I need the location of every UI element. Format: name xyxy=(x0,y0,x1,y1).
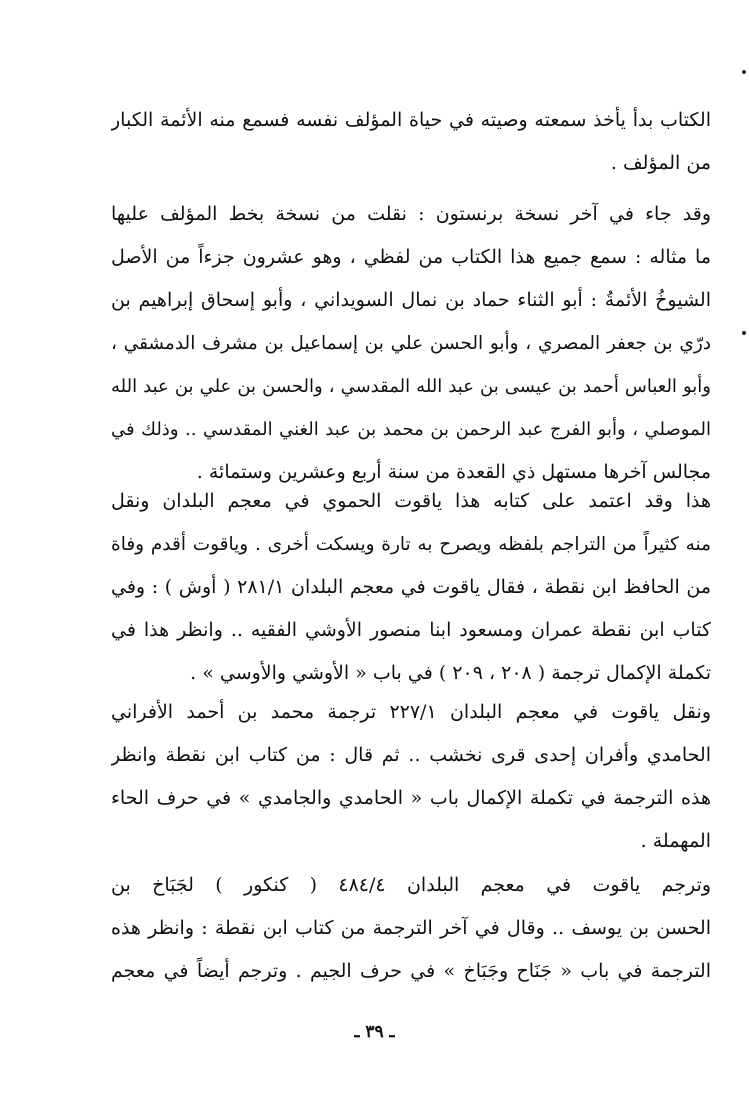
paragraph-3 xyxy=(111,480,711,695)
text-line: درّي بن جعفر المصري ، وأبو الحسن علي بن إسماعيل بن مشرف الدمشقي ، xyxy=(111,333,711,354)
text-line: من الحافظ ابن نقطة ، فقال ياقوت في معجم البلدان ٢٨١/١ ( أوش ) : وفي xyxy=(111,576,711,598)
scan-mark-middle xyxy=(742,331,746,335)
paragraph-2 xyxy=(111,193,711,494)
text-line: الشيوخُ الأئمةُ : أبو الثناء حماد بن نمال السويداني ، وأبو إسحاق إبراهيم بن xyxy=(111,289,711,311)
text-line: هذه الترجمة في تكملة الإكمال باب « الحامدي والجامدي » في حرف الحاء xyxy=(111,787,711,809)
text-line: الموصلي ، وأبو الفرج عبد الرحمن بن محمد بن عبد الغني المقدسي .. وذلك في xyxy=(111,419,711,440)
text-line: منه كثيراً من التراجم بلفظه ويصرح به تارة ويسكت أخرى . وياقوت أقدم وفاة xyxy=(111,534,711,555)
text-line: وقد جاء في آخر نسخة برنستون : نقلت من نسخة بخط المؤلف عليها xyxy=(111,203,711,225)
text-line: كتاب ابن نقطة عمران ومسعود ابنا منصور الأوشي الفقيه .. وانظر هذا في xyxy=(111,619,711,641)
text-line: هذا وقد اعتمد على كتابه هذا ياقوت الحموي في معجم البلدان ونقل xyxy=(111,490,711,512)
text-line: الحسن بن يوسف .. وقال في آخر الترجمة من كتاب ابن نقطة : وانظر هذه xyxy=(111,917,711,939)
paragraph-1 xyxy=(111,99,711,185)
paragraph-4 xyxy=(111,691,711,863)
text-line: الترجمة في باب « جَنَاح وجَبَاخ » في حرف الجيم . وترجم أيضاً في معجم xyxy=(111,960,711,982)
text-line: ونقل ياقوت في معجم البلدان ٢٢٧/١ ترجمة محمد بن أحمد الأفراني xyxy=(111,701,711,723)
page-number: ـ ٣٩ ـ xyxy=(354,1022,395,1042)
text-line: وأبو العباس أحمد بن عيسى بن عبد الله المقدسي ، والحسن بن علي بن عبد الله xyxy=(111,376,711,397)
paragraph-5 xyxy=(111,864,711,993)
scan-mark-top xyxy=(742,70,746,74)
text-line: من المؤلف . xyxy=(610,152,711,174)
text-line: تكملة الإكمال ترجمة ( ٢٠٨ ، ٢٠٩ ) في باب « الأوشي والأوسي » . xyxy=(190,662,711,684)
text-line: المهملة . xyxy=(640,830,711,852)
text-line: مجالس آخرها مستهل ذي القعدة من سنة أربع وعشرين وستمائة . xyxy=(196,461,711,483)
text-line: ما مثاله : سمع جميع هذا الكتاب من لفظي ، وهو عشرون جزءاً من الأصل xyxy=(111,246,711,268)
text-line: وترجم ياقوت في معجم البلدان ٤٨٤/٤ ( كنكور ) لجَبَاخ بن xyxy=(111,874,711,896)
text-line: الحامدي وأفران إحدى قرى نخشب .. ثم قال : من كتاب ابن نقطة وانظر xyxy=(111,744,711,766)
text-line: الكتاب بدأ يأخذ سمعته وصيته في حياة المؤلف نفسه فسمع منه الأئمة الكبار xyxy=(111,109,711,131)
